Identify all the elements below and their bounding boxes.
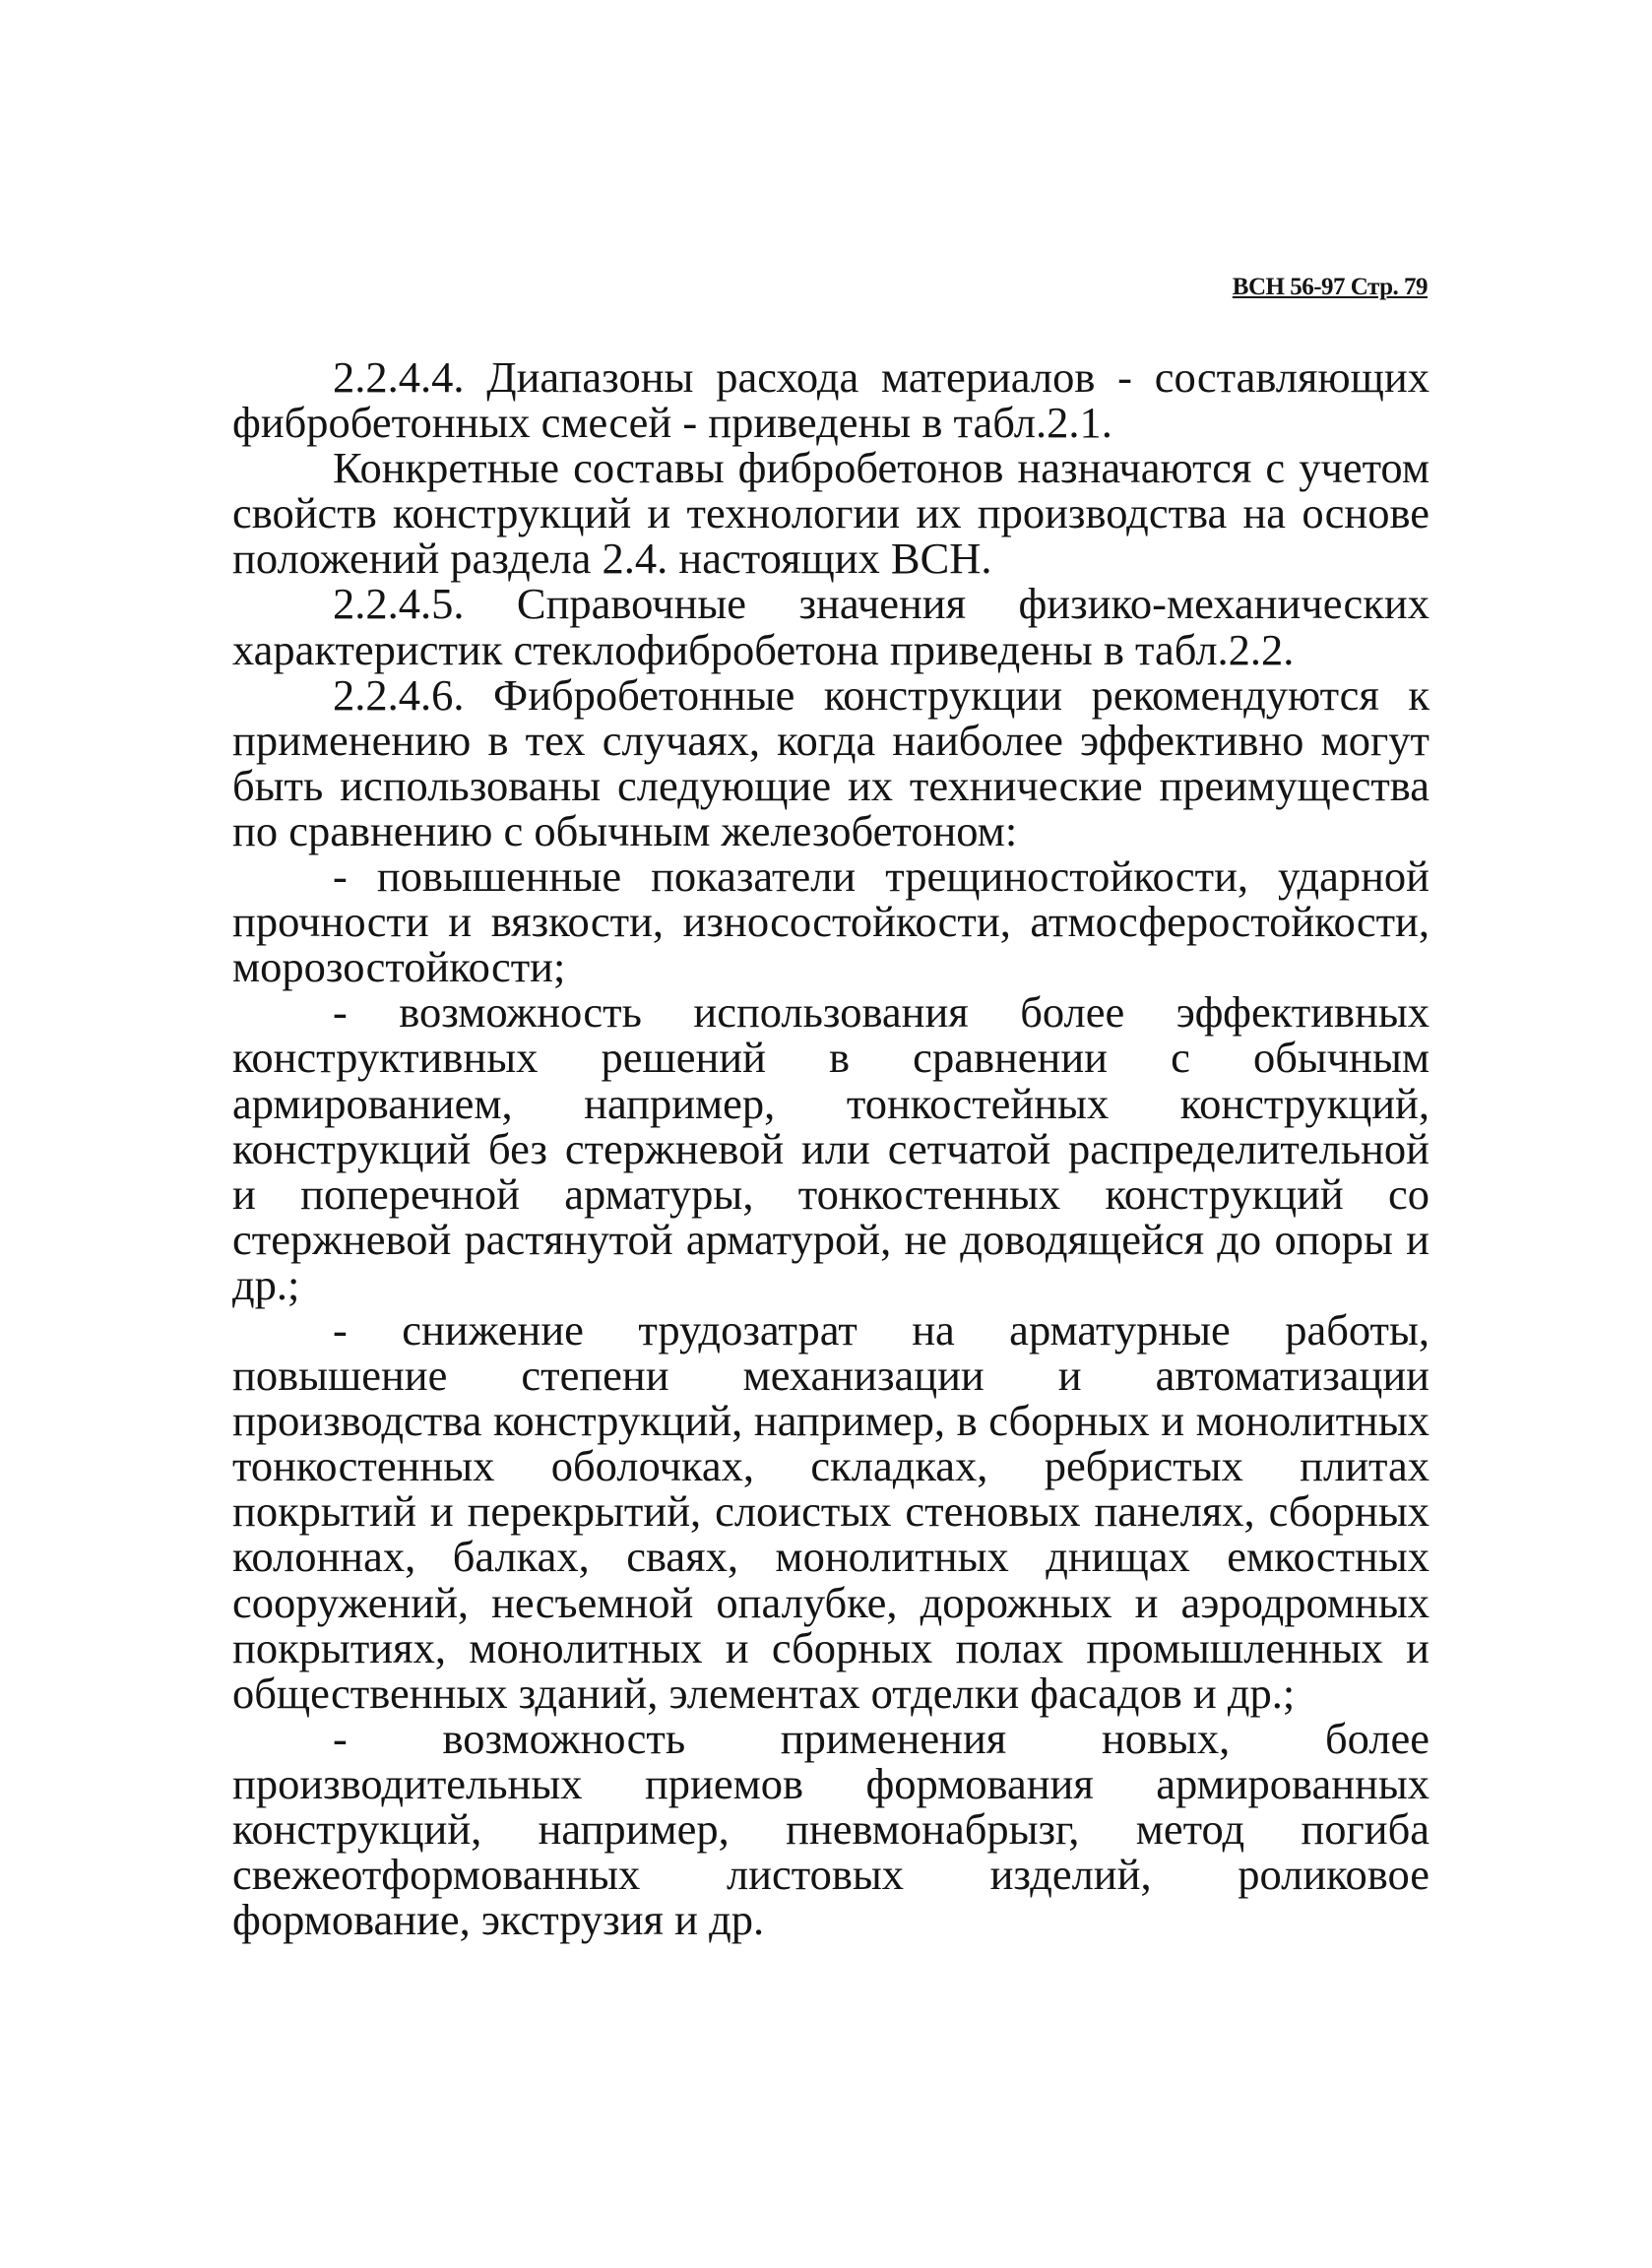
paragraph-compositions: Конкретные составы фибробетонов назначаются с учетом свойств конструкций и технологии их производства на основе положений раздела 2.4. настоящих ВСН. [232,443,1430,584]
list-item-crack-resistance: - повышенные показатели трещиностойкости, ударной прочности и вязкости, износостойкости, атмосферостойкости, морозостойкости; [232,851,1430,992]
list-item-structural-solutions: - возможность использования более эффективных конструктивных решений в сравнении с обычным армированием, например, тонкостейных конструкций, конструкций без стержневой или сетчатой распределительной и поперечной арматуры, тонкостенных конструкций со стержневой растянутой арматурой, не доводящейся до опоры и др.; [232,987,1430,1309]
list-item-labor-reduction: - снижение трудозатрат на арматурные работы, повышение степени механизации и автоматизации производства конструкций, например, в сборных и монолитных тонкостенных оболочках, складках, ребристых плитах покрытий и перекрытий, слоистых стеновых панелях, сборных колоннах, балках, сваях, монолитных днищах емкостных сооружений, несъемной опалубке, дорожных и аэродромных покрытиях, монолитных и сборных полах промышленных и общественных зданий, элементах отделки фасадов и др.; [232,1304,1430,1718]
list-item-new-forming-methods: - возможность применения новых, более производительных приемов формования армированных конструкций, например, пневмонабрызг, метод погиба свежеотформованных листовых изделий, роликовое формование, экструзия и др. [232,1713,1430,1945]
page-header-doc-ref: ВСН 56-97 Стр. 79 [1232,274,1428,300]
paragraph-2-2-4-6: 2.2.4.6. Фибробетонные конструкции рекомендуются к применению в тех случаях, когда наиболее эффективно могут быть использованы следующие их технические преимущества по сравнению с обычным железобетоном: [232,669,1430,855]
document-body [232,352,1430,1945]
paragraph-2-2-4-5: 2.2.4.5. Справочные значения физико-механических характеристик стеклофибробетона приведены в табл.2.2. [232,579,1430,674]
paragraph-2-2-4-4: 2.2.4.4. Диапазоны расхода материалов - составляющих фибробетонных смесей - приведены в табл.2.1. [232,352,1430,448]
